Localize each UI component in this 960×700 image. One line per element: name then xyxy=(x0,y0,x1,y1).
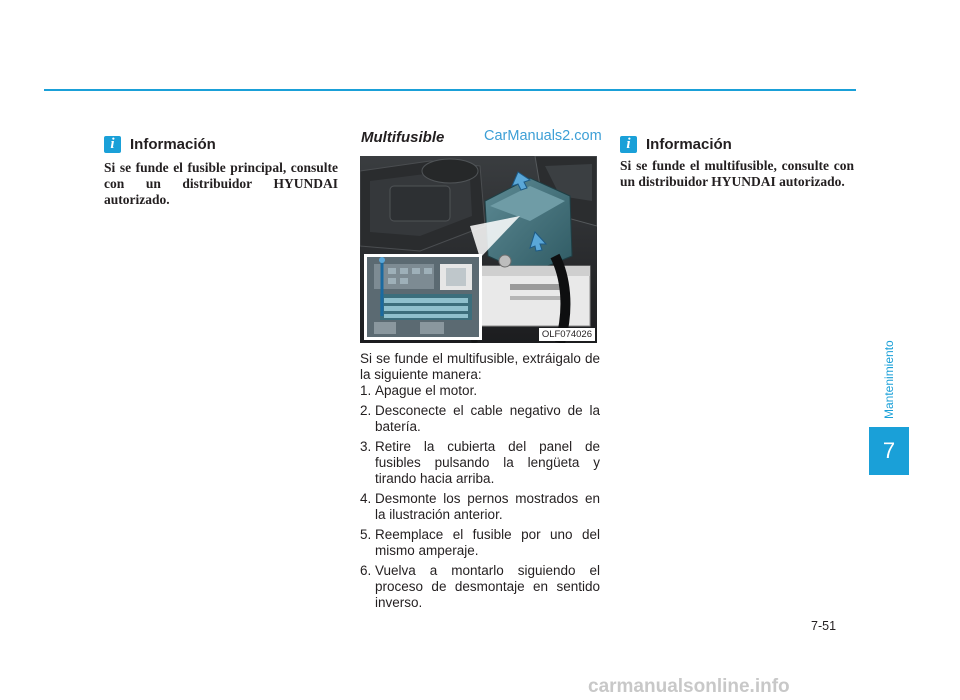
steps-list xyxy=(360,383,600,615)
left-info-title: Información xyxy=(130,136,216,153)
engine-bay-figure xyxy=(360,156,597,343)
chapter-section-label: Mantenimiento xyxy=(882,340,896,420)
step-number: 1. xyxy=(360,383,372,398)
list-item xyxy=(360,491,600,523)
step-text: Vuelva a montarlo siguiendo el proceso de desmontaje en sentido inverso. xyxy=(375,563,600,610)
step-text: Apague el motor. xyxy=(375,383,478,398)
step-number: 3. xyxy=(360,439,372,454)
right-info-heading xyxy=(620,136,732,153)
step-text: Retire la cubierta del panel de fusibles pulsando la lengüeta y tirando hacia arriba. xyxy=(375,439,600,486)
list-item xyxy=(360,527,600,559)
info-icon: i xyxy=(104,136,121,153)
step-text: Desconecte el cable negativo de la batería. xyxy=(375,403,600,434)
watermark-bottom: carmanualsonline.info xyxy=(588,676,790,697)
step-number: 6. xyxy=(360,563,372,578)
list-item xyxy=(360,403,600,435)
left-info-heading xyxy=(104,136,216,153)
right-info-title: Información xyxy=(646,136,732,153)
right-info-body: Si se funde el multifusible, consulte con un distribuidor HYUNDAI autorizado. xyxy=(620,158,854,189)
header-rule xyxy=(44,89,856,91)
list-item xyxy=(360,439,600,487)
step-number: 2. xyxy=(360,403,372,418)
section-title: Multifusible xyxy=(361,129,445,146)
step-text: Reemplace el fusible por uno del mismo amperaje. xyxy=(375,527,600,558)
watermark-top: CarManuals2.com xyxy=(484,128,602,144)
info-icon: i xyxy=(620,136,637,153)
step-number: 4. xyxy=(360,491,372,506)
list-item xyxy=(360,563,600,611)
intro-paragraph: Si se funde el multifusible, extráigalo de la siguiente manera: xyxy=(360,351,600,382)
chapter-tab: 7 xyxy=(869,427,909,475)
step-number: 5. xyxy=(360,527,372,542)
page-number: 7-51 xyxy=(811,619,837,633)
step-text: Desmonte los pernos mostrados en la ilustración anterior. xyxy=(375,491,600,522)
figure-code: OLF074026 xyxy=(539,328,595,341)
left-info-body: Si se funde el fusible principal, consulte con un distribuidor HYUNDAI autorizado. xyxy=(104,160,338,207)
multifuse-illustration xyxy=(360,156,597,343)
list-item xyxy=(360,383,600,399)
